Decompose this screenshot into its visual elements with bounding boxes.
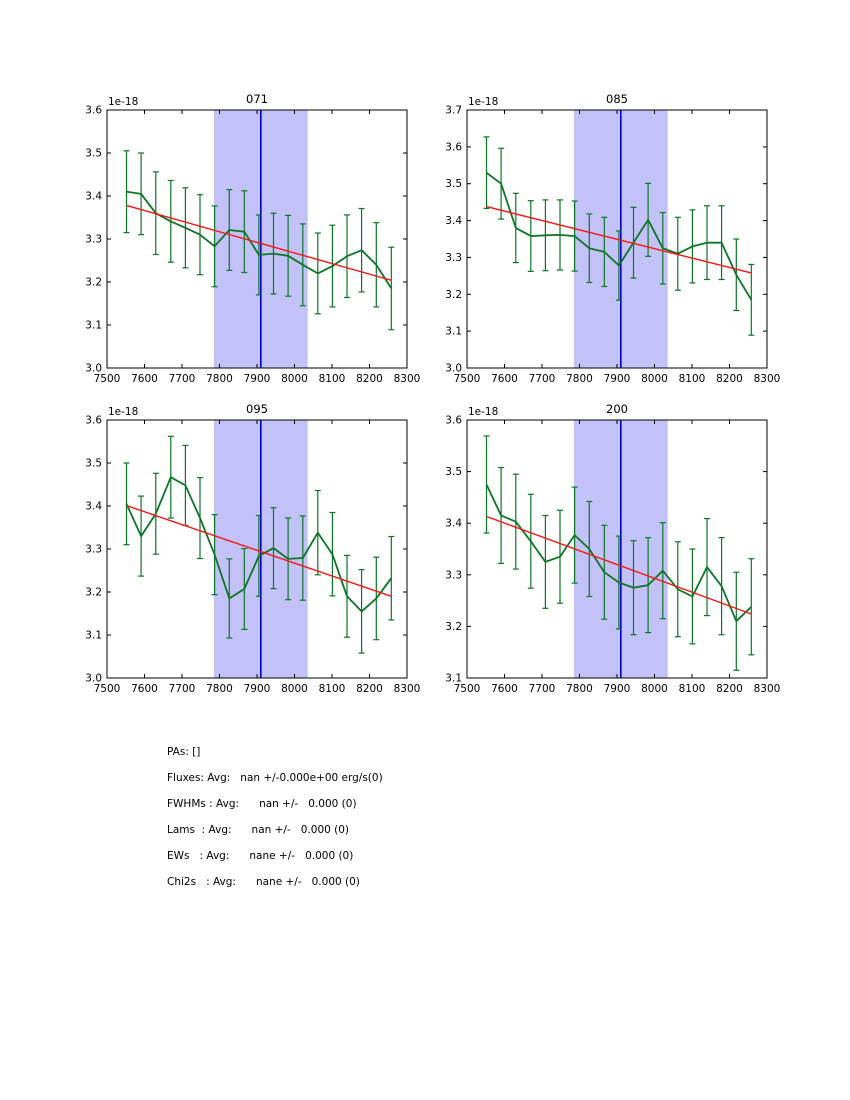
stats-line-chi2s: Chi2s : Avg: nane +/- 0.000 (0) bbox=[167, 876, 360, 888]
svg-text:3.6: 3.6 bbox=[445, 141, 462, 154]
y-axis-offset-label: 1e-18 bbox=[468, 96, 499, 108]
svg-text:7800: 7800 bbox=[566, 683, 593, 695]
svg-text:3.1: 3.1 bbox=[445, 325, 462, 338]
svg-text:3.2: 3.2 bbox=[445, 288, 462, 301]
svg-text:3.6: 3.6 bbox=[445, 414, 462, 427]
svg-text:7500: 7500 bbox=[93, 373, 121, 385]
chart-svg bbox=[420, 395, 790, 707]
svg-text:7600: 7600 bbox=[491, 373, 518, 385]
svg-text:3.1: 3.1 bbox=[85, 629, 102, 642]
svg-text:3.1: 3.1 bbox=[85, 319, 102, 332]
svg-text:7900: 7900 bbox=[243, 373, 271, 385]
svg-text:8300: 8300 bbox=[393, 683, 421, 695]
stats-line-ews: EWs : Avg: nane +/- 0.000 (0) bbox=[167, 850, 354, 862]
svg-text:8300: 8300 bbox=[753, 373, 781, 385]
svg-text:7700: 7700 bbox=[528, 373, 556, 385]
svg-text:8100: 8100 bbox=[678, 683, 706, 695]
svg-text:3.4: 3.4 bbox=[445, 215, 462, 228]
stats-line-lams: Lams : Avg: nan +/- 0.000 (0) bbox=[167, 824, 350, 836]
svg-text:3.2: 3.2 bbox=[85, 276, 102, 289]
svg-text:8200: 8200 bbox=[356, 373, 383, 385]
svg-text:3.7: 3.7 bbox=[445, 104, 462, 117]
stats-line-fluxes: Fluxes: Avg: nan +/-0.000e+00 erg/s(0) bbox=[167, 772, 383, 784]
stats-line-fwhms: FWHMs : Avg: nan +/- 0.000 (0) bbox=[167, 798, 357, 810]
stats-line-pas: PAs: [] bbox=[167, 746, 201, 758]
svg-text:7900: 7900 bbox=[603, 373, 631, 385]
svg-text:3.5: 3.5 bbox=[85, 147, 102, 160]
svg-text:7800: 7800 bbox=[206, 683, 233, 695]
svg-text:8000: 8000 bbox=[281, 373, 308, 385]
svg-text:7800: 7800 bbox=[206, 373, 233, 385]
svg-text:7600: 7600 bbox=[491, 683, 518, 695]
chart-svg bbox=[420, 85, 790, 397]
svg-text:8300: 8300 bbox=[393, 373, 421, 385]
svg-text:8000: 8000 bbox=[641, 683, 668, 695]
subplot-top-right bbox=[420, 85, 790, 397]
svg-text:8100: 8100 bbox=[318, 373, 346, 385]
svg-text:3.0: 3.0 bbox=[445, 362, 462, 375]
stats-block bbox=[167, 739, 383, 895]
svg-text:3.3: 3.3 bbox=[85, 233, 102, 246]
svg-text:8200: 8200 bbox=[356, 683, 383, 695]
svg-text:3.2: 3.2 bbox=[445, 620, 462, 633]
svg-text:3.5: 3.5 bbox=[85, 457, 102, 470]
svg-text:3.0: 3.0 bbox=[85, 362, 102, 375]
svg-text:7500: 7500 bbox=[453, 683, 481, 695]
svg-text:8000: 8000 bbox=[281, 683, 308, 695]
svg-text:3.4: 3.4 bbox=[85, 500, 102, 513]
subplot-top-left bbox=[60, 85, 430, 397]
svg-text:3.4: 3.4 bbox=[85, 190, 102, 203]
svg-text:8100: 8100 bbox=[318, 683, 346, 695]
svg-text:3.6: 3.6 bbox=[85, 104, 102, 117]
svg-text:8000: 8000 bbox=[641, 373, 668, 385]
svg-text:7900: 7900 bbox=[243, 683, 271, 695]
svg-text:3.0: 3.0 bbox=[85, 672, 102, 685]
svg-text:3.3: 3.3 bbox=[85, 543, 102, 556]
svg-text:7600: 7600 bbox=[131, 683, 158, 695]
svg-text:7600: 7600 bbox=[131, 373, 158, 385]
y-axis-offset-label: 1e-18 bbox=[108, 96, 139, 108]
svg-text:7900: 7900 bbox=[603, 683, 631, 695]
svg-text:8300: 8300 bbox=[753, 683, 781, 695]
svg-text:3.4: 3.4 bbox=[445, 517, 462, 530]
subplot-bottom-right bbox=[420, 395, 790, 707]
svg-text:3.5: 3.5 bbox=[445, 466, 462, 479]
svg-text:3.3: 3.3 bbox=[445, 251, 462, 264]
svg-text:7500: 7500 bbox=[453, 373, 481, 385]
svg-text:3.1: 3.1 bbox=[445, 672, 462, 685]
subplot-title: 071 bbox=[246, 92, 268, 106]
svg-text:7800: 7800 bbox=[566, 373, 593, 385]
svg-text:8200: 8200 bbox=[716, 683, 743, 695]
svg-text:7700: 7700 bbox=[168, 373, 196, 385]
svg-text:8100: 8100 bbox=[678, 373, 706, 385]
subplot-title: 085 bbox=[606, 92, 628, 106]
y-axis-offset-label: 1e-18 bbox=[468, 406, 499, 418]
svg-text:3.2: 3.2 bbox=[85, 586, 102, 599]
svg-text:7700: 7700 bbox=[528, 683, 556, 695]
subplot-title: 200 bbox=[606, 402, 628, 416]
subplot-bottom-left bbox=[60, 395, 430, 707]
subplot-title: 095 bbox=[246, 402, 268, 416]
svg-text:7500: 7500 bbox=[93, 683, 121, 695]
svg-text:8200: 8200 bbox=[716, 373, 743, 385]
y-axis-offset-label: 1e-18 bbox=[108, 406, 139, 418]
svg-text:3.5: 3.5 bbox=[445, 178, 462, 191]
svg-text:3.6: 3.6 bbox=[85, 414, 102, 427]
svg-text:7700: 7700 bbox=[168, 683, 196, 695]
svg-text:3.3: 3.3 bbox=[445, 569, 462, 582]
chart-svg bbox=[60, 85, 430, 397]
chart-svg bbox=[60, 395, 430, 707]
